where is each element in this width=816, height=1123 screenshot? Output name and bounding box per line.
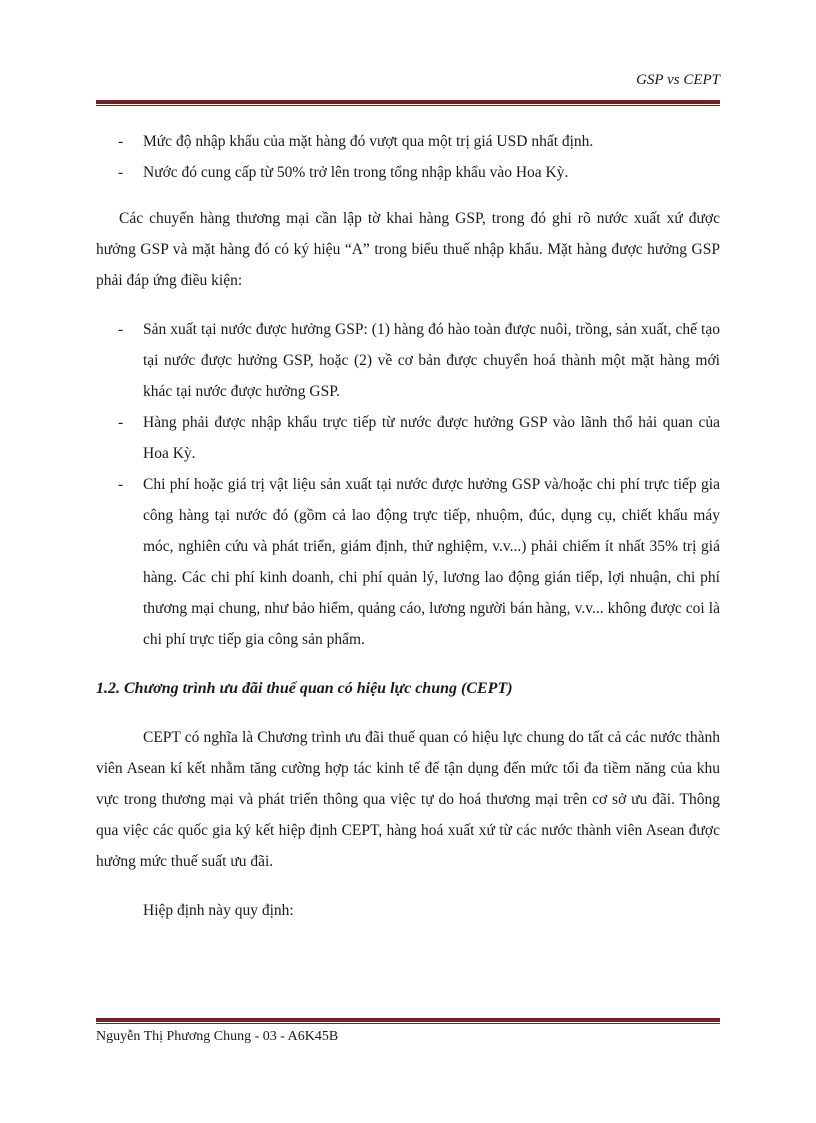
document-body bbox=[96, 126, 720, 926]
list-item bbox=[96, 314, 720, 407]
footer-author: Nguyễn Thị Phương Chung - 03 - A6K45B bbox=[96, 1029, 339, 1044]
bullet-dash: - bbox=[118, 414, 124, 431]
footer-rule bbox=[96, 1018, 720, 1024]
bullet-dash: - bbox=[118, 164, 124, 181]
list-item bbox=[96, 407, 720, 469]
page-header-title: GSP vs CEPT bbox=[636, 72, 720, 88]
list-item bbox=[96, 126, 720, 157]
paragraph-gsp-declaration: Các chuyến hàng thương mại cần lập tờ khai hàng GSP, trong đó ghi rõ nước xuất xứ được hưởng GSP và mặt hàng đó có ký hiệu “A” trong biểu thuế nhập khẩu. Mặt hàng được hưởng GSP phải đáp ứng điều kiện: bbox=[96, 210, 720, 289]
section-heading: 1.2. Chương trình ưu đãi thuế quan có hiệu lực chung (CEPT) bbox=[96, 680, 513, 697]
bullet-dash: - bbox=[118, 133, 124, 150]
paragraph-cept-definition: CEPT có nghĩa là Chương trình ưu đãi thuế quan có hiệu lực chung do tất cả các nước thành viên Asean kí kết nhằm tăng cường hợp tác kinh tế để tận dụng đến mức tối đa tiềm năng của khu vực trong thương mại và phát triển thông qua việc tự do hoá thương mại trên cơ sở ưu đãi. Thông qua việc các quốc gia ký kết hiệp định CEPT, hàng hoá xuất xứ từ các nước thành viên Asean được hưởng mức thuế suất ưu đãi. bbox=[96, 729, 720, 870]
list-item-text: Mức độ nhập khẩu của mặt hàng đó vượt qua một trị giá USD nhất định. bbox=[143, 133, 594, 150]
list-item bbox=[96, 469, 720, 655]
list-item-text: Hàng phải được nhập khẩu trực tiếp từ nước được hưởng GSP vào lãnh thổ hải quan của Hoa Kỳ. bbox=[143, 414, 720, 462]
list-item bbox=[96, 157, 720, 188]
header-rule bbox=[96, 100, 720, 106]
list-item-text: Chi phí hoặc giá trị vật liệu sản xuất tại nước được hưởng GSP và/hoặc chi phí trực tiếp gia công hàng tại nước đó (gồm cả lao động trực tiếp, nhuộm, đúc, dụng cụ, chiết khấu máy móc, nghiên cứu và phát triển, giám định, thử nghiệm, v.v...) phải chiếm ít nhất 35% trị giá hàng. Các chi phí kinh doanh, chi phí quản lý, lương lao động gián tiếp, lợi nhuận, chi phí thương mại chung, như bảo hiểm, quảng cáo, lương người bán hàng, v.v... không được coi là chi phí trực tiếp gia công sản phẩm. bbox=[143, 476, 720, 648]
list-item-text: Sản xuất tại nước được hưởng GSP: (1) hàng đó hào toàn được nuôi, trồng, sản xuất, chế tạo tại nước được hưởng GSP, hoặc (2) về cơ bản được chuyển hoá thành một mặt hàng mới khác tại nước được hưởng GSP. bbox=[143, 321, 720, 400]
bullet-dash: - bbox=[118, 321, 124, 338]
list-item-text: Nước đó cung cấp từ 50% trở lên trong tổng nhập khẩu vào Hoa Kỳ. bbox=[143, 164, 569, 181]
bullet-dash: - bbox=[118, 476, 124, 493]
paragraph-agreement-intro: Hiệp định này quy định: bbox=[143, 902, 294, 919]
